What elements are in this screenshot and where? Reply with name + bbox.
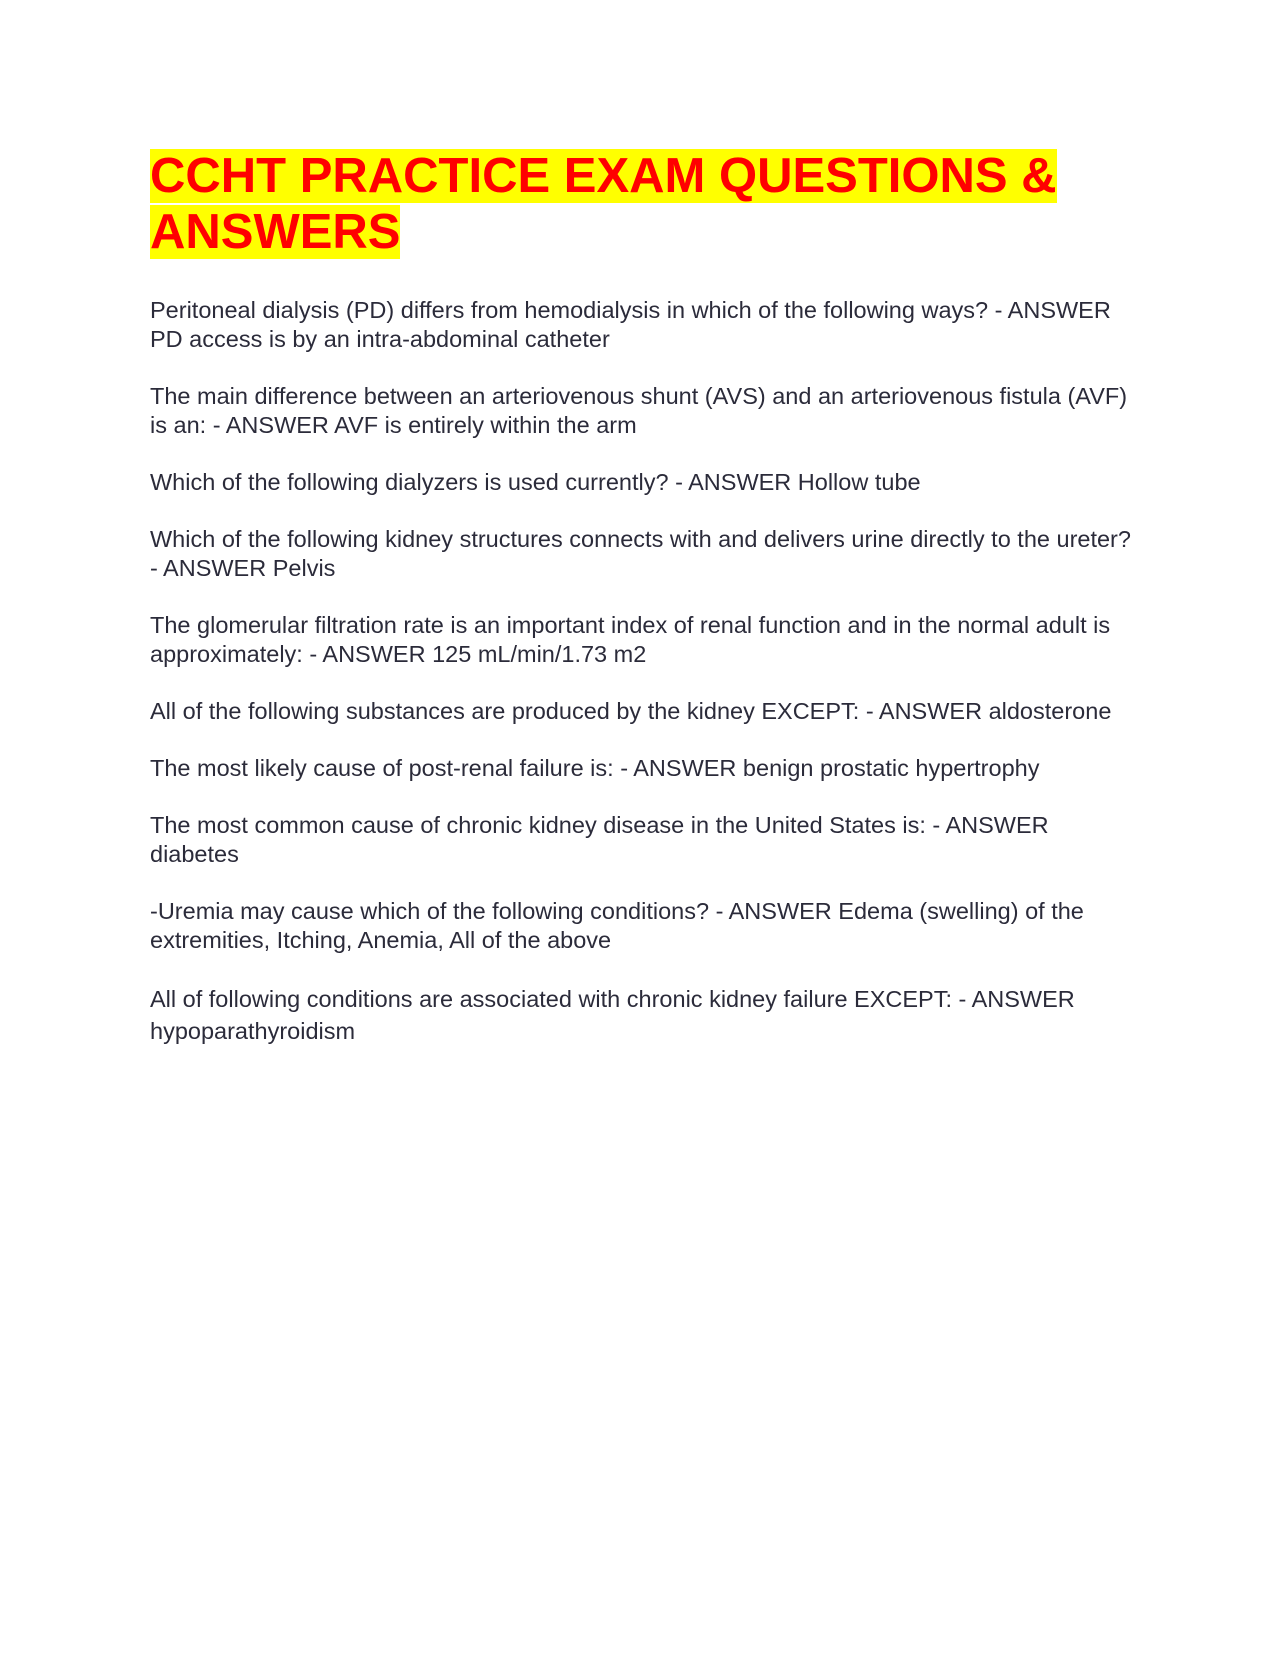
qa-entry-2: The main difference between an arteriovenous shunt (AVS) and an arteriovenous fistula (AVF) is an: - ANSWER AVF is entirely within the arm [150,383,1128,438]
qa-entry-3: Which of the following dialyzers is used currently? - ANSWER Hollow tube [150,469,921,495]
document-title-text: CCHT PRACTICE EXAM QUESTIONS & ANSWERS [150,149,1057,259]
document-content [150,148,1135,1075]
qa-entry-1: Peritoneal dialysis (PD) differs from hemodialysis in which of the following ways? - ANSWER PD access is by an intra-abdominal catheter [150,297,1111,352]
document-title [150,148,1135,260]
qa-entry-6: All of the following substances are produced by the kidney EXCEPT: - ANSWER aldosterone [150,698,1112,724]
qa-entry-5: The glomerular filtration rate is an important index of renal function and in the normal adult is approximately: - ANSWER 125 mL/min/1.73 m2 [150,612,1111,667]
qa-entry-8: The most common cause of chronic kidney disease in the United States is: - ANSWER diabetes [150,812,1049,867]
qa-entry-9: -Uremia may cause which of the following conditions? - ANSWER Edema (swelling) of the extremities, Itching, Anemia, All of the above [150,898,1084,953]
qa-entry-10: All of following conditions are associated with chronic kidney failure EXCEPT: - ANSWER hypoparathyroidism [150,986,1075,1044]
qa-entry-4: Which of the following kidney structures connects with and delivers urine directly to the ureter? - ANSWER Pelvis [150,526,1131,581]
qa-entry-7: The most likely cause of post-renal failure is: - ANSWER benign prostatic hypertrophy [150,755,1040,781]
